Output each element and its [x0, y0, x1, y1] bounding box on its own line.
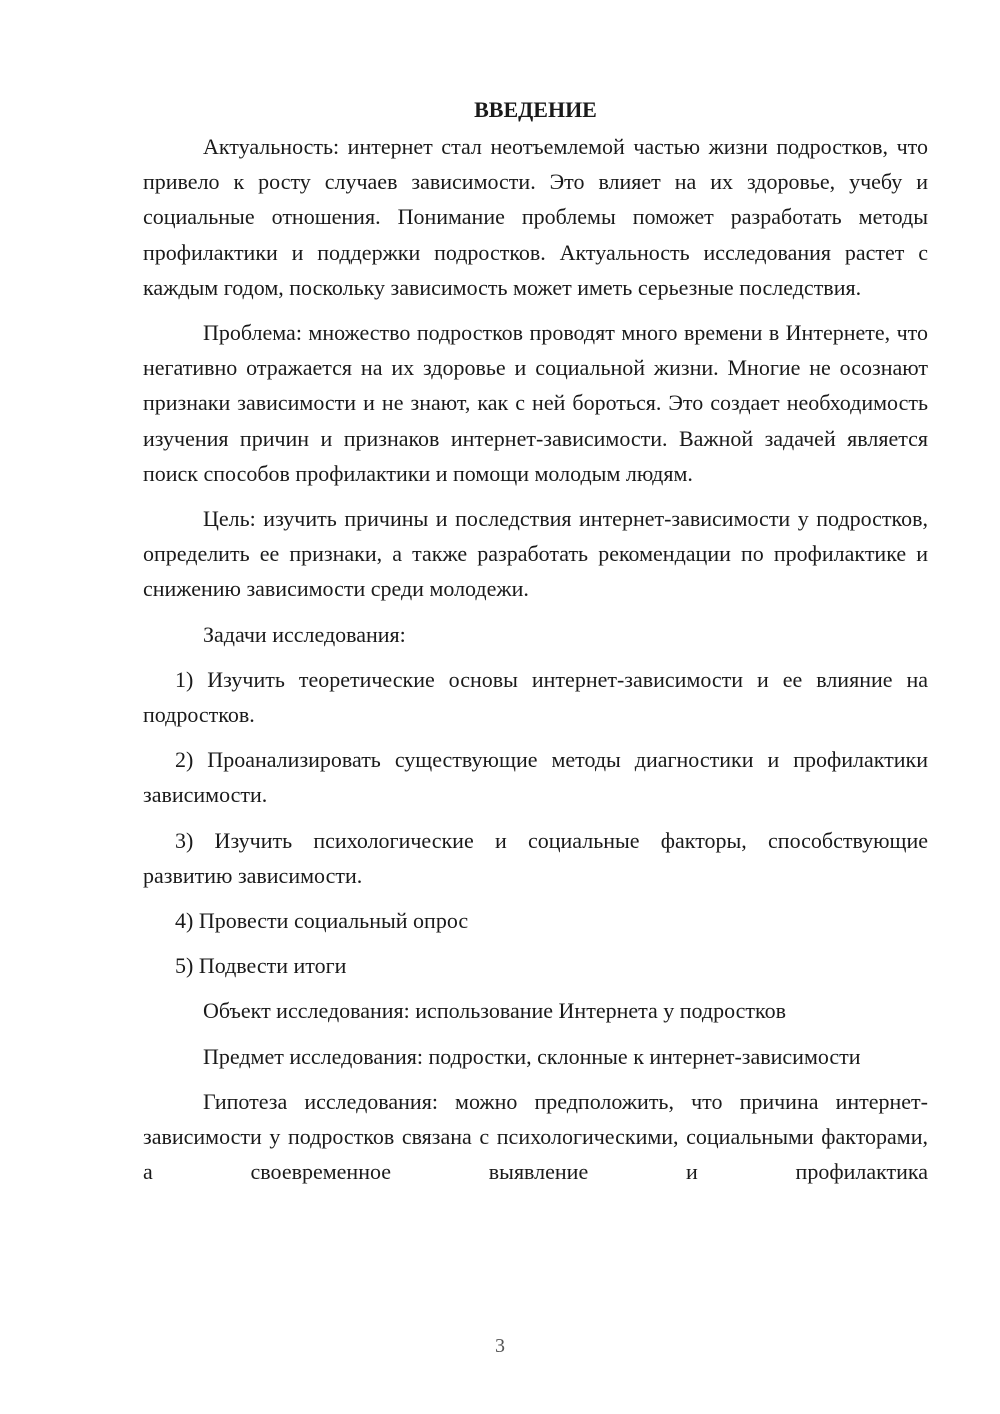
paragraph-hypothesis: Гипотеза исследования: можно предположить, что причина интернет-зависимости у подростков связана с психологическими, социальными факторами, а своевременное выявление и профилактика [143, 1088, 928, 1185]
task-item-1: 1) Изучить теоретические основы интернет-зависимости и ее влияние на подростков. [143, 666, 928, 728]
paragraph-subject: Предмет исследования: подростки, склонные к интернет-зависимости [203, 1043, 861, 1069]
paragraph-relevance: Актуальность: интернет стал неотъемлемой частью жизни подростков, что привело к росту случаев зависимости. Это влияет на их здоровье, учебу и социальные отношения. Понимание проблемы поможет разработать методы профилактики и поддержки подростков. Актуальность исследования растет с каждым годом, поскольку зависимость может иметь серьезные последствия. [143, 134, 928, 300]
task-item-4: 4) Провести социальный опрос [175, 908, 469, 934]
section-heading: ВВЕДЕНИЕ [474, 97, 597, 122]
tasks-heading: Задачи исследования: [203, 621, 406, 647]
document-page [143, 92, 928, 1189]
paragraph-problem: Проблема: множество подростков проводят много времени в Интернете, что негативно отражается на их здоровье и социальной жизни. Многие не осознают признаки зависимости и не знают, как с ней бороться. Это создает необходимость изучения причин и признаков интернет-зависимости. Важной задачей является поиск способов профилактики и помощи молодым людям. [143, 320, 928, 486]
task-item-3: 3) Изучить психологические и социальные факторы, способствующие развитию зависимости. [143, 827, 928, 888]
task-item-5: 5) Подвести итоги [175, 953, 347, 979]
task-item-2: 2) Проанализировать существующие методы диагностики и профилактики зависимости. [143, 747, 928, 808]
page-number: 3 [495, 1335, 505, 1357]
paragraph-goal: Цель: изучить причины и последствия интернет-зависимости у подростков, определить ее признаки, а также разработать рекомендации по профилактике и снижению зависимости среди молодежи. [143, 506, 928, 602]
paragraph-object: Объект исследования: использование Интернета у подростков [203, 998, 786, 1024]
